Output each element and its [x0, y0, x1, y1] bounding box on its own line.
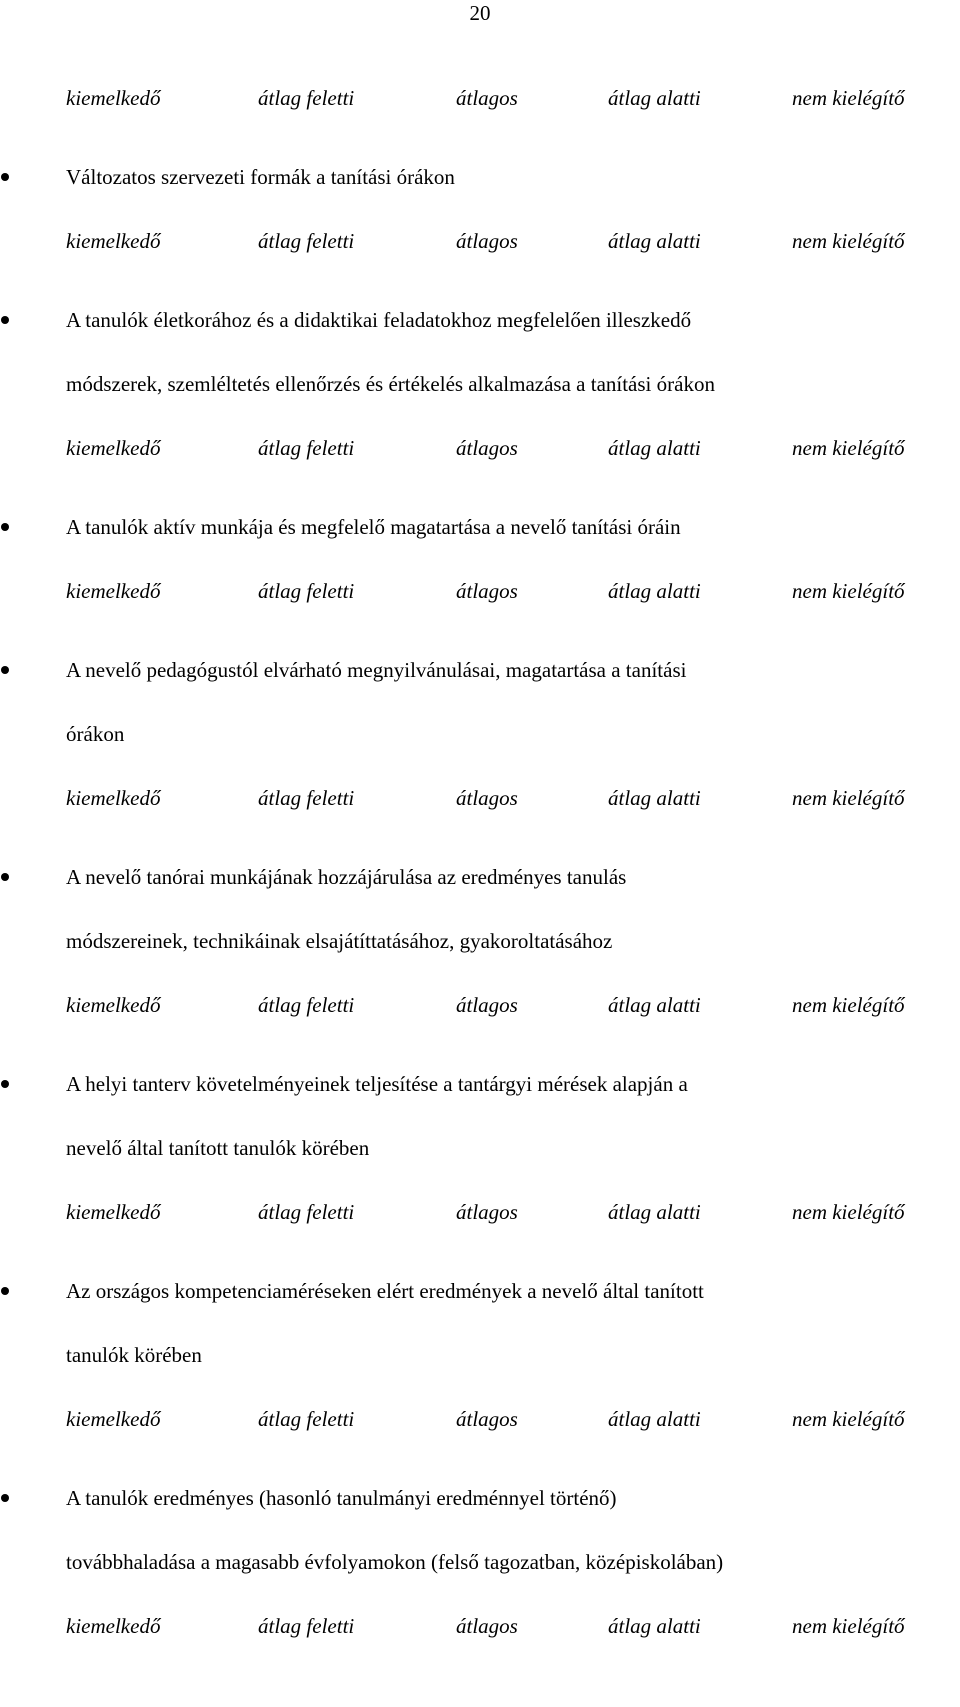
rating-scale-row — [0, 1197, 960, 1227]
rating-option: átlag alatti — [608, 86, 701, 110]
rating-option: átlagos — [456, 786, 518, 810]
rating-option: átlag alatti — [608, 1200, 701, 1224]
bullet-icon — [1, 873, 9, 881]
criterion-item — [0, 862, 960, 956]
rating-option: kiemelkedő — [66, 86, 161, 110]
bullet-icon — [1, 1287, 9, 1295]
rating-option: átlagos — [456, 436, 518, 460]
bullet-icon — [1, 523, 9, 531]
criterion-text: A helyi tanterv követelményeinek teljesítése a tantárgyi mérések alapján a — [66, 1072, 688, 1096]
rating-option: átlag alatti — [608, 1407, 701, 1431]
rating-option: nem kielégítő — [792, 86, 905, 110]
criterion-text: nevelő által tanított tanulók körében — [66, 1136, 370, 1160]
criterion-item — [0, 1276, 960, 1370]
rating-option: átlag feletti — [258, 1614, 355, 1638]
criterion-item — [0, 162, 960, 192]
rating-option: kiemelkedő — [66, 993, 161, 1017]
rating-scale-row — [0, 990, 960, 1020]
criterion-text: módszereinek, technikáinak elsajátíttatásához, gyakoroltatásához — [66, 929, 613, 953]
spacer — [0, 113, 960, 162]
rating-option: kiemelkedő — [66, 436, 161, 460]
criterion-item — [0, 512, 960, 542]
rating-option: átlag feletti — [258, 1407, 355, 1431]
rating-option: átlag alatti — [608, 229, 701, 253]
rating-option: kiemelkedő — [66, 1614, 161, 1638]
rating-scale-row — [0, 1404, 960, 1434]
criterion-item — [0, 1069, 960, 1163]
rating-option: átlagos — [456, 229, 518, 253]
criterion-text: A nevelő tanórai munkájának hozzájárulása az eredményes tanulás — [66, 865, 627, 889]
rating-option: nem kielégítő — [792, 579, 905, 603]
rating-scale-row — [0, 1611, 960, 1641]
criterion-text: tanulók körében — [66, 1343, 202, 1367]
rating-option: átlag alatti — [608, 436, 701, 460]
rating-option: kiemelkedő — [66, 1407, 161, 1431]
criterion-text: továbbhaladása a magasabb évfolyamokon (felső tagozatban, középiskolában) — [66, 1550, 724, 1574]
rating-option: átlag alatti — [608, 1614, 701, 1638]
criterion-text: Az országos kompetenciaméréseken elért eredmények a nevelő által tanított — [66, 1279, 704, 1303]
spacer — [0, 813, 960, 862]
spacer — [0, 1434, 960, 1483]
criterion-item — [0, 1483, 960, 1577]
rating-option: átlag feletti — [258, 229, 355, 253]
bullet-icon — [1, 173, 9, 181]
rating-option: nem kielégítő — [792, 786, 905, 810]
rating-option: átlag alatti — [608, 579, 701, 603]
criterion-item — [0, 655, 960, 749]
criterion-text: A tanulók aktív munkája és megfelelő magatartása a nevelő tanítási óráin — [66, 515, 681, 539]
rating-option: nem kielégítő — [792, 1407, 905, 1431]
rating-option: nem kielégítő — [792, 993, 905, 1017]
criterion-text: módszerek, szemléltetés ellenőrzés és értékelés alkalmazása a tanítási órákon — [66, 372, 715, 396]
bullet-icon — [1, 1494, 9, 1502]
rating-option: átlagos — [456, 1614, 518, 1638]
document-body — [0, 83, 960, 1641]
spacer — [0, 1227, 960, 1276]
rating-option: nem kielégítő — [792, 229, 905, 253]
page-number: 20 — [469, 1, 491, 25]
rating-option: átlag alatti — [608, 786, 701, 810]
rating-option: átlag feletti — [258, 1200, 355, 1224]
rating-option: átlagos — [456, 1200, 518, 1224]
bullet-icon — [1, 316, 9, 324]
spacer — [0, 463, 960, 512]
rating-option: átlag feletti — [258, 436, 355, 460]
rating-option: kiemelkedő — [66, 1200, 161, 1224]
rating-scale-row — [0, 576, 960, 606]
bullet-icon — [1, 666, 9, 674]
rating-option: átlag feletti — [258, 579, 355, 603]
spacer — [0, 256, 960, 305]
rating-scale-row — [0, 433, 960, 463]
criterion-text: A tanulók eredményes (hasonló tanulmányi eredménnyel történő) — [66, 1486, 617, 1510]
rating-option: átlag feletti — [258, 86, 355, 110]
rating-option: átlag feletti — [258, 993, 355, 1017]
rating-option: átlagos — [456, 993, 518, 1017]
rating-option: átlagos — [456, 1407, 518, 1431]
criterion-text: A tanulók életkorához és a didaktikai feladatokhoz megfelelően illeszkedő — [66, 308, 692, 332]
rating-scale-row — [0, 83, 960, 113]
criterion-text: órákon — [66, 722, 125, 746]
rating-option: kiemelkedő — [66, 579, 161, 603]
rating-option: átlagos — [456, 579, 518, 603]
rating-scale-row — [0, 226, 960, 256]
spacer — [0, 606, 960, 655]
rating-option: kiemelkedő — [66, 229, 161, 253]
criterion-item — [0, 305, 960, 399]
rating-option: átlag alatti — [608, 993, 701, 1017]
spacer — [0, 1020, 960, 1069]
rating-option: átlag feletti — [258, 786, 355, 810]
criterion-text: A nevelő pedagógustól elvárható megnyilvánulásai, magatartása a tanítási — [66, 658, 687, 682]
rating-option: nem kielégítő — [792, 1614, 905, 1638]
bullet-icon — [1, 1080, 9, 1088]
criterion-text: Változatos szervezeti formák a tanítási órákon — [66, 165, 455, 189]
rating-option: nem kielégítő — [792, 1200, 905, 1224]
rating-option: átlagos — [456, 86, 518, 110]
rating-scale-row — [0, 783, 960, 813]
rating-option: nem kielégítő — [792, 436, 905, 460]
rating-option: kiemelkedő — [66, 786, 161, 810]
